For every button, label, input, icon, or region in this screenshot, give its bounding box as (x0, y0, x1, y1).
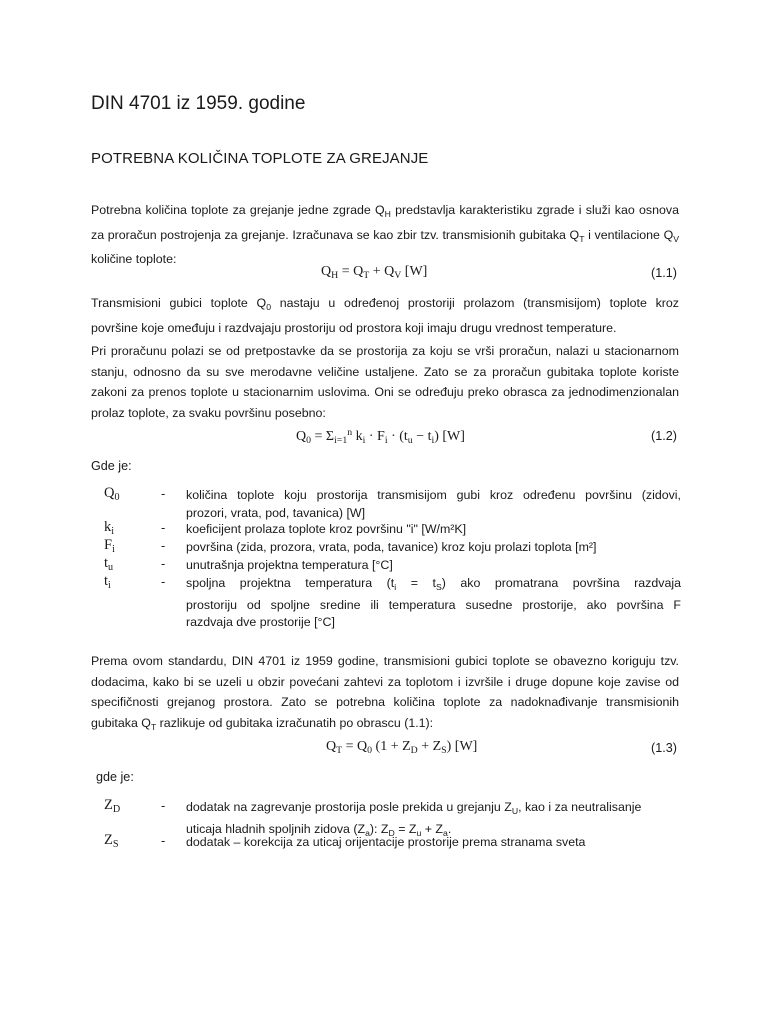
text-line: razdvaja dve prostorije [°C] (186, 615, 335, 629)
text-line: količine toplote: (91, 252, 177, 266)
text-line: spoljna projektna temperatura $(t_i = t_S)$ ako promatrana površina razdvaja (186, 576, 681, 592)
text-line: zakoni za prenos toplote u stacionarnim uslovima. Oni se određuju preko obrasca za jednodimenzionalan (91, 385, 679, 399)
text-line: specifičnosti grejanog prostora. Zato se potrebna količina toplote za nadoknađivanje transmisionih (91, 695, 679, 709)
document-title: DIN 4701 iz 1959. godine (91, 93, 306, 114)
where-label: gde je: (96, 770, 134, 784)
where-label: Gde je: (91, 459, 132, 473)
text-line: prolaz toplote, za svaku površinu posebno: (91, 405, 326, 420)
text-line: Pri proračunu polazi se od pretpostavke da se prostorija za koju se vrši proračun, nalazi u stacionarnom (91, 344, 679, 358)
text-line: uticaja hladnih spoljnih zidova $(Z_a)$: $Z_D = Z_u + Z_a$. (186, 821, 452, 838)
equation-1-3: $Q_T = Q_0$ $(1 + Z_D + Z_S)$ [W] (326, 739, 478, 756)
symbol-zs: $Z_S$ (104, 832, 119, 850)
symbol-q0: $Q_0$ (104, 485, 120, 503)
definition-ki (186, 521, 681, 539)
text-line: dodatak na zagrevanje prostorija posle prekida u grejanju $Z_U$, kao i za neutralisanje (186, 800, 642, 816)
paragraph-stationary (91, 341, 679, 423)
equation-1-1: $Q_H = Q_T + Q_V$ [W] (321, 264, 428, 281)
dash: - (161, 539, 166, 553)
equation-number: (1.2) (651, 429, 677, 443)
dash: - (161, 834, 166, 848)
text-line: Transmisioni gubici toplote $Q_0$ nastaju u određenoj prostoriji prolazom (transmisijom) toplote kroz (91, 296, 680, 312)
section-heading: POTREBNA KOLIČINA TOPLOTE ZA GREJANJE (91, 150, 429, 167)
text-line: prostoriju od spoljne sredine ili temperatura susedne prostorije, ako površina F (186, 597, 681, 612)
text-line: Prema ovom standardu, DIN 4701 iz 1959 godine, transmisioni gubici toplote se obavezno koriguju tzv. (91, 654, 679, 668)
symbol-tu: $t_u$ (104, 555, 114, 573)
definition-fi (186, 539, 681, 557)
text-line: stanju, odnosno da su sve merodavne veličine ustaljene. Zato se za proračun gubitaka toplote koriste (91, 364, 679, 379)
text-line: dodatak – korekcija za uticaj orijentacije prostorije prema stranama sveta (186, 835, 586, 849)
text-line: unutrašnja projektna temperatura [°C] (186, 558, 393, 572)
text-line: površina (zida, prozora, vrata, poda, tavanice) kroz koju prolazi toplota [m²] (186, 540, 597, 554)
symbol-fi: $F_i$ (104, 537, 115, 555)
paragraph-intro (91, 200, 679, 270)
definition-q0 (186, 487, 681, 522)
text-line: površine koje omeđuju i razdvajaju prostoriju od prostora koji imaju drugu vrednost temperature. (91, 320, 617, 335)
symbol-ti: $t_i$ (104, 573, 111, 591)
equation-number: (1.1) (651, 266, 677, 280)
text-line: za proračun postrojenja za grejanje. Izračunava se kao zbir tzv. transmisionih gubitaka $Q_T$ i ventilacione $Q_V$ (91, 227, 679, 244)
text-line: prozori, vrata, pod, tavanica) [W] (186, 505, 366, 520)
paragraph-corrections (91, 651, 679, 737)
text-line: Potrebna količina toplote za grejanje jedne zgrade $Q_H$ predstavlja karakteristiku zgrade i služi kao osnova (91, 203, 679, 219)
dash: - (161, 575, 166, 589)
text-line: gubitaka $Q_T$ razlikuje od gubitaka izračunatih po obrascu (1.1): (91, 715, 434, 732)
equation-number: (1.3) (651, 741, 677, 755)
symbol-ki: $k_i$ (104, 519, 115, 537)
dash: - (161, 799, 166, 813)
symbol-zd: $Z_D$ (104, 797, 121, 815)
dash: - (161, 521, 166, 535)
definition-zs (186, 834, 681, 852)
dash: - (161, 487, 166, 501)
definition-tu (186, 557, 681, 575)
text-line: količina toplote koju prostorija transmisijom gubi kroz određenu površinu (zidovi, (186, 488, 681, 502)
text-line: koeficijent prolaza toplote kroz površinu "i" [W/m²K] (186, 522, 467, 536)
definition-ti (186, 575, 681, 632)
text-line: dodacima, kako bi se uzeli u obzir povećani zahtevi za toplotom i izvršile i druge dopune koje zavise od (91, 674, 679, 689)
paragraph-transmission (91, 293, 679, 338)
dash: - (161, 557, 166, 571)
equation-1-2: $Q_0 = \Sigma_{i=1}^n$ $k_i \cdot F_i \cdot (t_u - t_i)$ [W] (296, 427, 465, 446)
